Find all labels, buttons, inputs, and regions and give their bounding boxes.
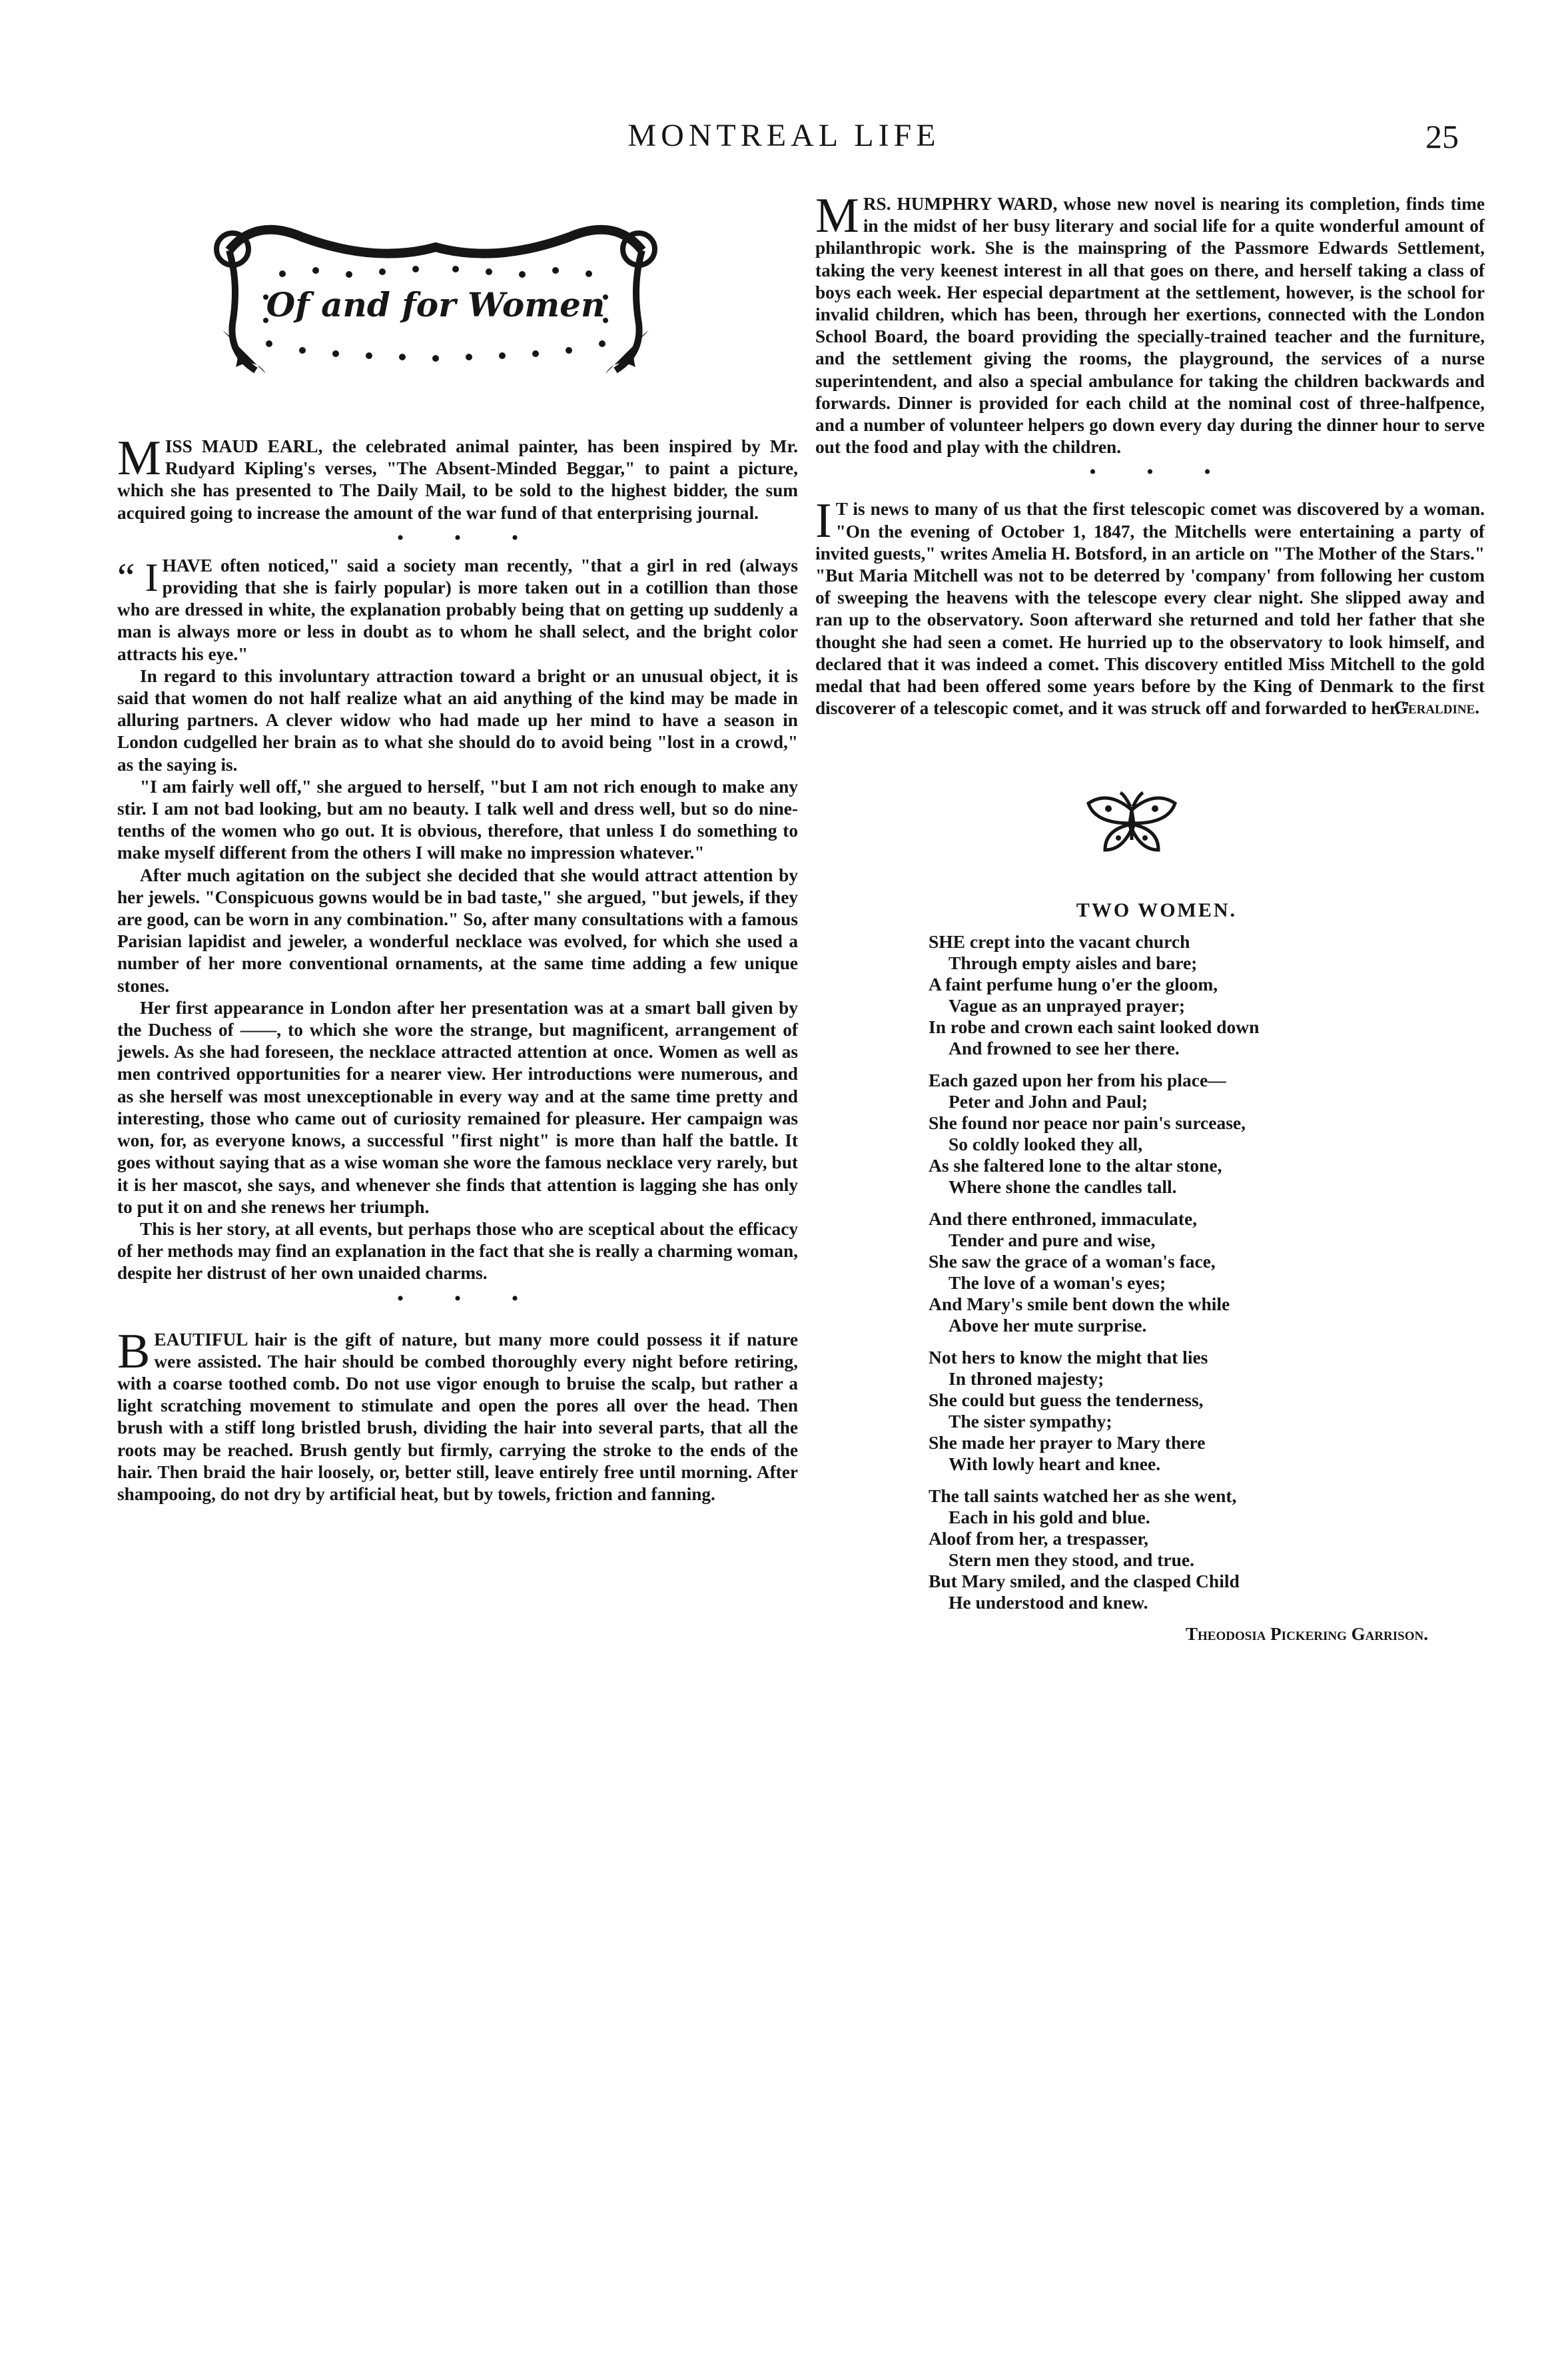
poem-line: In robe and crown each saint looked down: [929, 1016, 1260, 1038]
section-separator: • • •: [396, 526, 542, 549]
poem-line: And frowned to see her there.: [949, 1038, 1180, 1059]
article-beautiful-hair: [117, 1324, 798, 1506]
article-telescopic-comet: [815, 494, 1485, 719]
poem-line: Each in his gold and blue.: [949, 1507, 1150, 1528]
poem-line: But Mary smiled, and the clasped Child: [929, 1571, 1240, 1592]
paragraph: T is news to many of us that the first telescopic comet was discovered by a woman. "On the evening of October 1, 1847, the Mitchells were entertaining a party of invited guests," writes Amelia H. Botsford, in an article on "The Mother of the Stars." "But Maria Mitchell was not to be deterred by 'company' from following her custom of sweeping the heavens with the telescope every clear night. She slipped away and ran up to the observatory. Soon afterward she returned and told her father that she thought she had seen a comet. He hurried up to the observatory to look himself, and declared that it was indeed a comet. This discovery entitled Miss Mitchell to the gold medal that had been offered some years before by the King of Denmark to the first discoverer of a telescopic comet, and it was struck off and forwarded to her.": [815, 499, 1485, 719]
poem-line: Through empty aisles and bare;: [949, 953, 1198, 974]
poem-line: Each gazed upon her from his place—: [929, 1070, 1226, 1091]
section-banner: [202, 210, 669, 377]
dropcap: I: [815, 494, 832, 549]
poem-line: Peter and John and Paul;: [949, 1091, 1148, 1112]
poem-line: He understood and knew.: [949, 1592, 1148, 1613]
paragraph: After much agitation on the subject she decided that she would attract attention by her jewels. "Conspicuous gowns would be in bad taste," she argued, "but jewels, if they are good, can be worn in any combination." So, after many consultations with a famous Parisian lapidist and jeweler, a wonderful necklace was evolved, for which she used a number of her more conventional ornaments, at the same time adding a few unique stones.: [117, 865, 798, 996]
poem-line: Stern men they stood, and true.: [949, 1549, 1194, 1571]
poem-stanza: [929, 1347, 1448, 1475]
article-girl-in-red: [117, 555, 798, 1285]
poem-line: Tender and pure and wise,: [949, 1230, 1156, 1251]
dropcap: M: [815, 189, 859, 243]
section-separator: • • •: [396, 1287, 542, 1310]
poem-line: In throned majesty;: [949, 1368, 1104, 1389]
poem: [929, 931, 1448, 1645]
poem-line: A faint perfume hung o'er the gloom,: [929, 974, 1218, 995]
poem-line: As she faltered lone to the altar stone,: [929, 1155, 1222, 1176]
page-number: 25: [1425, 118, 1459, 155]
poem-line: She found nor peace nor pain's surcease,: [929, 1112, 1246, 1134]
section-separator: • • •: [1089, 461, 1234, 484]
poem-line: She made her prayer to Mary there: [929, 1432, 1206, 1453]
paragraph: In regard to this involuntary attraction toward a bright or an unusual object, it is said that women do not half realize what an aid anything of the kind may be made in alluring partners. A clever widow who had made up her mind to have a season in London cudgelled her brain as to what she should do to avoid being "lost in a crowd," as the saying is.: [117, 665, 798, 775]
article-signature: Geraldine.: [1393, 697, 1479, 718]
dropcap: B: [117, 1324, 151, 1379]
poem-line: And Mary's smile bent down the while: [929, 1294, 1230, 1315]
paragraph: ISS MAUD EARL, the celebrated animal painter, has been inspired by Mr. Rudyard Kipling's verses, "The Absent-Minded Beggar," to paint a picture, which she has presented to The Daily Mail, to be sold to the highest bidder, the sum acquired going to increase the amount of the war fund of that enterprising journal.: [117, 436, 798, 523]
article-humphry-ward: [815, 189, 1485, 458]
poem-stanza: [929, 1070, 1448, 1198]
poem-author: Theodosia Pickering Garrison.: [1186, 1624, 1428, 1645]
poem-line: She could but guess the tenderness,: [929, 1389, 1204, 1411]
poem-line: The tall saints watched her as she went,: [929, 1485, 1237, 1507]
dropcap: M: [117, 431, 161, 486]
poem-line: Not hers to know the might that lies: [929, 1347, 1208, 1368]
poem-line: Aloof from her, a trespasser,: [929, 1528, 1148, 1549]
butterfly-icon: [1082, 790, 1182, 857]
right-column: [815, 189, 1485, 1645]
paragraph: This is her story, at all events, but perhaps those who are sceptical about the efficacy of her methods may find an explanation in the fact that she is really a charming woman, despite her distrust of her own unaided charms.: [117, 1218, 798, 1284]
poem-line: Above her mute surprise.: [949, 1315, 1147, 1336]
poem-line: With lowly heart and knee.: [949, 1453, 1161, 1475]
poem-line: The love of a woman's eyes;: [949, 1272, 1166, 1294]
poem-stanza: [929, 1208, 1448, 1336]
paragraph: HAVE often noticed," said a society man recently, "that a girl in red (always providing that she is fairly popular) is more taken out in a cotillion than those who are dressed in white, the explanation probably being that on getting up suddenly a man is always more or less in doubt as to whom he shall select, and the bright color attracts his eye.": [117, 555, 798, 664]
dropcap: “ I: [117, 555, 159, 599]
poem-stanza: [929, 1485, 1448, 1613]
article-maud-earl: [117, 431, 798, 524]
poem-line: SHE crept into the vacant church: [929, 931, 1190, 953]
page-header-title: MONTREAL LIFE: [627, 118, 941, 153]
poem-line: So coldly looked they all,: [949, 1134, 1143, 1155]
banner-title: Of and for Women: [266, 285, 605, 324]
paragraph: RS. HUMPHRY WARD, whose new novel is nearing its completion, finds time in the midst of her busy literary and social life for a quite wonderful amount of philanthropic work. She is the mainspring of the Passmore Edwards Settlement, taking the very keenest interest in all that goes on there, and herself taking a class of boys each week. Her especial department at the settlement, however, is the school for invalid children, which has been, through her exertions, connected with the London School Board, the board providing the specially-trained teacher and the furniture, and the settlement giving the rooms, the playground, the services of a nurse superintendent, and also a special ambulance for taking the children backwards and forwards. Dinner is provided for each child at the nominal cost of three-halfpence, and a number of volunteer helpers go down every day during the dinner hour to serve out the food and play with the children.: [815, 194, 1485, 458]
paragraph: EAUTIFUL hair is the gift of nature, but many more could possess it if nature were assisted. The hair should be combed thoroughly every night before retiring, with a coarse toothed comb. Do not use vigor enough to bruise the scalp, but rather a light scratching movement to stimulate and open the pores all over the head. Then brush with a stiff long bristled brush, dividing the hair into several parts, that all the roots may be reached. Brush gently but firmly, carrying the stroke to the ends of the hair. Then braid the hair loosely, or, better still, leave entirely free until morning. After shampooing, do not dry by artificial heat, but by towels, friction and fanning.: [117, 1329, 798, 1504]
poem-line: Where shone the candles tall.: [949, 1176, 1177, 1198]
poem-line: The sister sympathy;: [949, 1411, 1112, 1432]
paragraph: "I am fairly well off," she argued to herself, "but I am not rich enough to make any stir. I am not bad looking, but am no beauty. I talk well and dress well, but so do nine-tenths of the women who go out. It is obvious, therefore, that unless I do something to make myself different from the others I will make no impression whatever.": [117, 776, 798, 863]
poem-line: She saw the grace of a woman's face,: [929, 1251, 1216, 1272]
paragraph: Her first appearance in London after her presentation was at a smart ball given by the Duchess of ——, to which she wore the strange, but magnificent, arrangement of jewels. As she had foreseen, the necklace attracted attention at once. Women as well as men contrived opportunities for a nearer view. Her introductions were numerous, and as she herself was most unexceptionable in every way and at the same time pretty and interesting, those who came out of curiosity remained for pleasure. Her campaign was won, for, as everyone knows, a successful "first night" is more than half the battle. It goes without saying that as a wise woman she wore the famous necklace very rarely, but it is her mascot, she says, and whenever she finds that attention is lagging she has only to put it on and she renews her triumph.: [117, 997, 798, 1217]
poem-title: TWO WOMEN.: [1076, 899, 1238, 922]
poem-line: Vague as an unprayed prayer;: [949, 995, 1185, 1016]
poem-stanza: [929, 931, 1448, 1059]
left-column: [117, 193, 798, 1505]
poem-line: And there enthroned, immaculate,: [929, 1208, 1198, 1230]
